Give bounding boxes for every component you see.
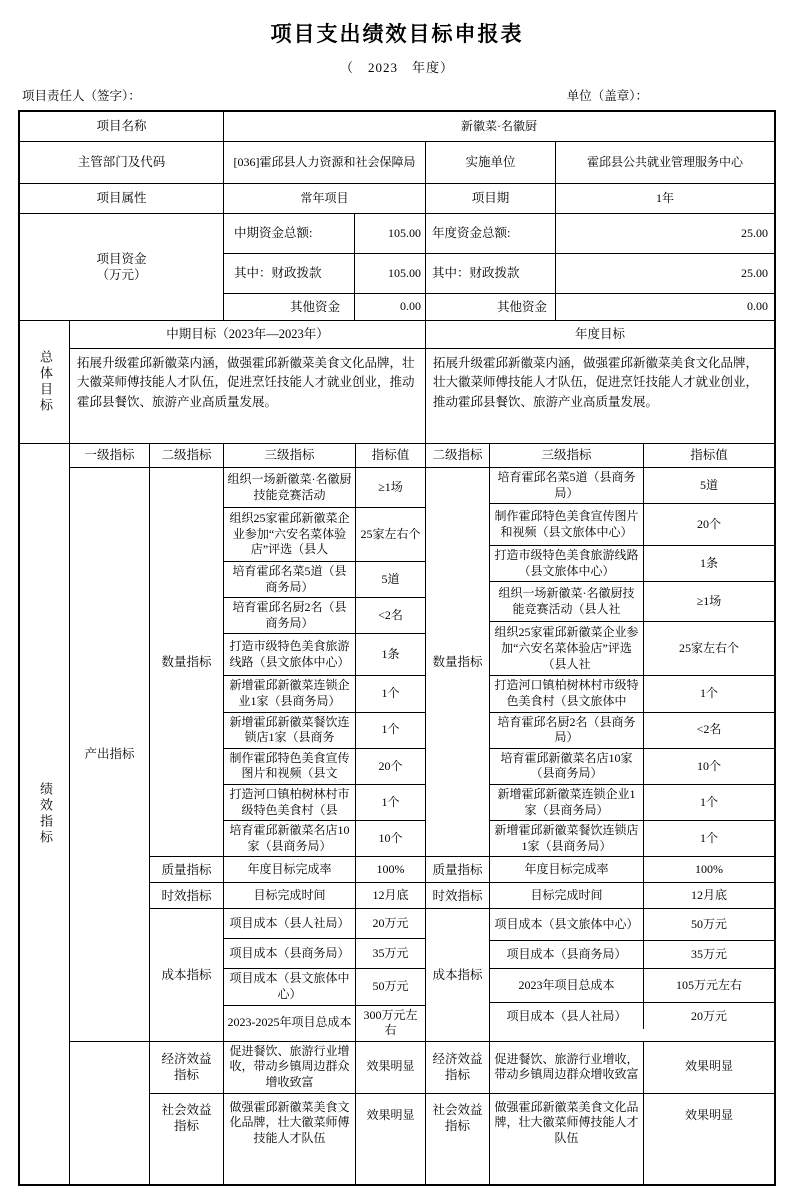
quality-indicators-row <box>150 857 774 883</box>
indicator-value: 效果明显 <box>356 1094 426 1184</box>
level2-quantity-right: 数量指标 <box>426 468 490 856</box>
indicator-text: 打造河口镇柏树林村市级特色美食村（县文旅体中 <box>490 676 644 711</box>
mid-goal-header: 中期目标（2023年—2023年） <box>70 321 426 348</box>
department-row <box>20 142 774 184</box>
declaration-table <box>18 110 776 1186</box>
indicator-text: 做强霍邱新徽菜美食文化品牌，壮大徽菜师傅技能人才队伍 <box>490 1094 644 1184</box>
goal-text-row <box>70 349 774 443</box>
header-level2-left: 二级指标 <box>150 444 224 467</box>
indicator-value: <2名 <box>356 598 426 633</box>
performance-section <box>20 444 774 1184</box>
indicator-row <box>490 785 774 821</box>
indicator-value: 12月底 <box>690 888 727 903</box>
funds-rows <box>224 214 774 320</box>
header-level3-left: 三级指标 <box>224 444 356 467</box>
indicator-value: 5道 <box>356 562 426 597</box>
indicator-text: 培育霍邱名厨2名（县商务局） <box>490 713 644 748</box>
department-label: 主管部门及代码 <box>20 142 224 183</box>
project-term-label: 项目期 <box>426 184 556 213</box>
indicator-text: 新增霍邱新徽菜餐饮连锁店1家（县商务局） <box>490 821 644 856</box>
indicator-value: 100% <box>356 857 426 882</box>
indicator-row <box>490 676 774 712</box>
indicator-value: 25家左右个 <box>356 508 426 561</box>
indicator-value: 100% <box>695 862 723 877</box>
indicator-row <box>224 676 426 712</box>
indicator-row <box>224 749 426 785</box>
funds-row <box>224 254 774 294</box>
benefit-indicators-block <box>70 1042 774 1184</box>
indicator-text: 目标完成时间 <box>490 883 644 908</box>
indicator-text: 做强霍邱新徽菜美食文化品牌，壮大徽菜师傅技能人才队伍 <box>224 1094 356 1184</box>
year-total-label: 年度资金总额: <box>426 214 556 253</box>
indicator-text: 打造市级特色美食旅游线路（县文旅体中心） <box>224 634 356 675</box>
year-other-label: 其他资金 <box>426 294 556 320</box>
funds-label: 项目资金（万元） <box>96 251 147 282</box>
attribute-row <box>20 184 774 214</box>
benefit-body <box>150 1042 774 1184</box>
page-year-subtitle: （ 2023 年度） <box>339 60 454 75</box>
indicator-row <box>490 468 774 504</box>
level2-time-right: 时效指标 <box>426 883 490 908</box>
year-fiscal-value: 25.00 <box>741 265 768 280</box>
level2-cost-right: 成本指标 <box>426 909 490 1040</box>
project-term-value: 1年 <box>655 190 674 205</box>
indicator-value: 35万元 <box>356 939 426 968</box>
mid-other-label: 其他资金 <box>224 294 355 320</box>
project-funds-section <box>20 214 774 321</box>
indicator-header-row <box>70 444 774 468</box>
indicator-value: 1个 <box>356 713 426 748</box>
indicator-value: ≥1场 <box>696 594 722 609</box>
indicator-text: 促进餐饮、旅游行业增收，带动乡镇周边群众增收致富 <box>490 1042 644 1093</box>
indicator-row <box>224 713 426 749</box>
indicator-text: 制作霍邱特色美食宣传图片和视频（县文 <box>224 749 356 784</box>
header-level2-right: 二级指标 <box>426 444 490 467</box>
year-goal-text: 拓展升级霍邱新徽菜内涵，做强霍邱新徽菜美食文化品牌，壮大徽菜师傅技能人才队伍，促进烹饪技能人才就业创业，推动霍邱县餐饮、旅游产业高质量发展。 <box>433 356 759 409</box>
funds-row <box>224 214 774 254</box>
quantity-left-list <box>224 468 426 856</box>
indicator-text: 项目成本（县商务局） <box>224 939 356 968</box>
mid-other-value: 0.00 <box>355 294 426 320</box>
indicator-value: 效果明显 <box>684 1059 733 1074</box>
indicator-row <box>490 582 774 622</box>
overall-goal-body <box>70 321 774 443</box>
indicator-text: 项目成本（县商务局） <box>490 941 644 968</box>
indicator-text: 培育霍邱名菜5道（县商务局） <box>224 562 356 597</box>
indicator-value: 12月底 <box>356 883 426 908</box>
signature-line <box>0 86 794 104</box>
implementing-unit-label: 实施单位 <box>426 142 556 183</box>
indicator-value: 105万元左右 <box>676 978 743 993</box>
indicator-row <box>490 713 774 749</box>
output-body <box>150 468 774 1041</box>
indicator-value: 1个 <box>356 785 426 820</box>
quantity-indicators-row <box>150 468 774 857</box>
indicator-text: 培育霍邱名厨2名（县商务局） <box>224 598 356 633</box>
performance-body <box>70 444 774 1184</box>
indicator-text: 项目成本（县人社局） <box>224 909 356 938</box>
level2-econ-right: 经济效益指标 <box>426 1042 490 1093</box>
indicator-row <box>490 821 774 856</box>
mid-total-value: 105.00 <box>355 214 426 253</box>
level1-benefit-cell <box>70 1042 150 1184</box>
indicator-text: 培育霍邱新徽菜名店10家（县商务局） <box>490 749 644 784</box>
indicator-row <box>224 598 426 634</box>
indicator-row <box>490 749 774 785</box>
timeliness-indicators-row <box>150 883 774 909</box>
indicator-text: 目标完成时间 <box>224 883 356 908</box>
overall-goal-label: 总体目标 <box>37 350 53 414</box>
indicator-value: ≥1场 <box>356 468 426 507</box>
funds-row <box>224 294 774 320</box>
indicator-text: 组织一场新徽菜·名徽厨技能竞赛活动（县人社 <box>490 582 644 621</box>
indicator-text: 培育霍邱新徽菜名店10家（县商务局） <box>224 821 356 856</box>
economic-benefit-row <box>150 1042 774 1094</box>
indicator-value: 1个 <box>699 794 718 809</box>
indicator-value: 50万元 <box>690 917 727 932</box>
indicator-row <box>224 939 426 969</box>
indicator-text: 组织25家霍邱新徽菜企业参加“六安名菜体验店”评选（县人 <box>224 508 356 561</box>
indicator-value: 300万元左右 <box>356 1006 426 1041</box>
indicator-text: 项目成本（县文旅体中心） <box>224 969 356 1004</box>
indicator-value: 35万元 <box>690 947 727 962</box>
indicator-value: 20个 <box>356 749 426 784</box>
header-level1: 一级指标 <box>70 444 150 467</box>
level2-econ-left: 经济效益指标 <box>150 1042 224 1093</box>
indicator-text: 项目成本（县人社局） <box>490 1003 644 1029</box>
indicator-row <box>490 1003 774 1029</box>
header-level3-right: 三级指标 <box>490 444 644 467</box>
indicator-row <box>224 508 426 562</box>
indicator-value: 20万元 <box>690 1008 727 1023</box>
social-benefit-row <box>150 1094 774 1184</box>
year-fiscal-label: 其中：财政拨款 <box>426 254 556 293</box>
header-value-right: 指标值 <box>690 448 728 463</box>
mid-fiscal-label: 其中：财政拨款 <box>224 254 355 293</box>
indicator-text: 2023年项目总成本 <box>490 969 644 1002</box>
indicator-value: 10个 <box>696 758 721 773</box>
level1-output-cell: 产出指标 <box>70 468 150 1041</box>
year-goal-header: 年度目标 <box>574 327 625 342</box>
header-value-left: 指标值 <box>356 444 426 467</box>
indicator-row <box>224 969 426 1005</box>
year-other-value: 0.00 <box>747 299 768 314</box>
indicator-value: 效果明显 <box>684 1107 733 1122</box>
indicator-value: 10个 <box>356 821 426 856</box>
indicator-text: 制作霍邱特色美食宣传图片和视频（县文旅体中心） <box>490 504 644 545</box>
goal-header-row <box>70 321 774 349</box>
cost-indicators-row <box>150 909 774 1040</box>
indicator-text: 新增霍邱新徽菜连锁企业1家（县商务局） <box>490 785 644 820</box>
indicator-row <box>224 634 426 676</box>
unit-seal-label: 单位（盖章）： <box>566 89 648 103</box>
project-name-label: 项目名称 <box>20 112 224 141</box>
performance-label-cell <box>20 444 70 1184</box>
indicator-text: 组织25家霍邱新徽菜企业参加“六安名菜体验店”评选（县人社 <box>490 622 644 675</box>
output-indicators-block <box>70 468 774 1042</box>
indicator-text: 打造河口镇柏树林村市级特色美食村（县 <box>224 785 356 820</box>
indicator-text: 新增霍邱新徽菜餐饮连锁店1家（县商务 <box>224 713 356 748</box>
indicator-row <box>224 909 426 939</box>
mid-goal-text: 拓展升级霍邱新徽菜内涵，做强霍邱新徽菜美食文化品牌，壮大徽菜师傅技能人才队伍，促进烹饪技能人才就业创业，推动霍邱县餐饮、旅游产业高质量发展。 <box>70 349 426 443</box>
department-value: [036]霍邱县人力资源和社会保障局 <box>224 142 426 183</box>
indicator-value: 20个 <box>696 516 721 531</box>
indicator-text: 2023-2025年项目总成本 <box>224 1006 356 1041</box>
indicator-value: 25家左右个 <box>678 641 739 656</box>
indicator-text: 年度目标完成率 <box>224 857 356 882</box>
mid-fiscal-value: 105.00 <box>355 254 426 293</box>
indicator-row <box>224 1006 426 1041</box>
indicator-row <box>490 504 774 546</box>
mid-total-label: 中期资金总额: <box>224 214 355 253</box>
responsible-person-label: 项目责任人（签字）： <box>22 89 141 103</box>
level2-social-right: 社会效益指标 <box>426 1094 490 1184</box>
indicator-text: 年度目标完成率 <box>490 857 644 882</box>
indicator-value: 5道 <box>699 477 718 492</box>
year-total-value: 25.00 <box>741 225 768 240</box>
indicator-value: 20万元 <box>356 909 426 938</box>
indicator-row <box>490 941 774 969</box>
indicator-value: 1个 <box>699 686 718 701</box>
funds-label-cell <box>20 214 224 320</box>
level2-cost-left: 成本指标 <box>150 909 224 1040</box>
project-attribute-value: 常年项目 <box>224 184 426 213</box>
indicator-row <box>224 821 426 856</box>
implementing-unit-value: 霍邱县公共就业管理服务中心 <box>586 154 743 169</box>
project-attribute-label: 项目属性 <box>20 184 224 213</box>
indicator-value: 1个 <box>699 830 718 845</box>
cost-left-list <box>224 909 426 1040</box>
indicator-row <box>490 622 774 676</box>
indicator-row <box>490 969 774 1003</box>
indicator-value: 1条 <box>356 634 426 675</box>
performance-label: 绩效指标 <box>37 781 53 846</box>
level2-social-left: 社会效益指标 <box>150 1094 224 1184</box>
indicator-text: 新增霍邱新徽菜连锁企业1家（县商务局） <box>224 676 356 711</box>
indicator-text: 项目成本（县文旅体中心） <box>490 909 644 940</box>
project-name-row <box>20 112 774 142</box>
indicator-value: 1条 <box>699 555 718 570</box>
indicator-text: 打造市级特色美食旅游线路（县文旅体中心） <box>490 546 644 581</box>
level2-quantity-left: 数量指标 <box>150 468 224 856</box>
indicator-value: 50万元 <box>356 969 426 1004</box>
project-name-value: 新徽菜·名徽厨 <box>461 118 537 133</box>
indicator-row <box>490 909 774 941</box>
indicator-value: <2名 <box>696 722 722 737</box>
overall-goal-section <box>20 321 774 444</box>
level2-quality-right: 质量指标 <box>426 857 490 882</box>
indicator-text: 促进餐饮、旅游行业增收，带动乡镇周边群众增收致富 <box>224 1042 356 1093</box>
indicator-row <box>224 468 426 508</box>
indicator-row <box>224 785 426 821</box>
level2-quality-left: 质量指标 <box>150 857 224 882</box>
indicator-value: 效果明显 <box>356 1042 426 1093</box>
indicator-text: 组织一场新徽菜·名徽厨技能竞赛活动 <box>224 468 356 507</box>
indicator-row <box>490 546 774 582</box>
page-title: 项目支出绩效目标申报表 <box>270 22 524 46</box>
overall-goal-label-cell <box>20 321 70 443</box>
level2-time-left: 时效指标 <box>150 883 224 908</box>
indicator-value: 1个 <box>356 676 426 711</box>
quantity-right-list <box>490 468 774 856</box>
indicator-row <box>224 562 426 598</box>
indicator-text: 培育霍邱名菜5道（县商务局） <box>490 468 644 503</box>
cost-right-list <box>490 909 774 1040</box>
